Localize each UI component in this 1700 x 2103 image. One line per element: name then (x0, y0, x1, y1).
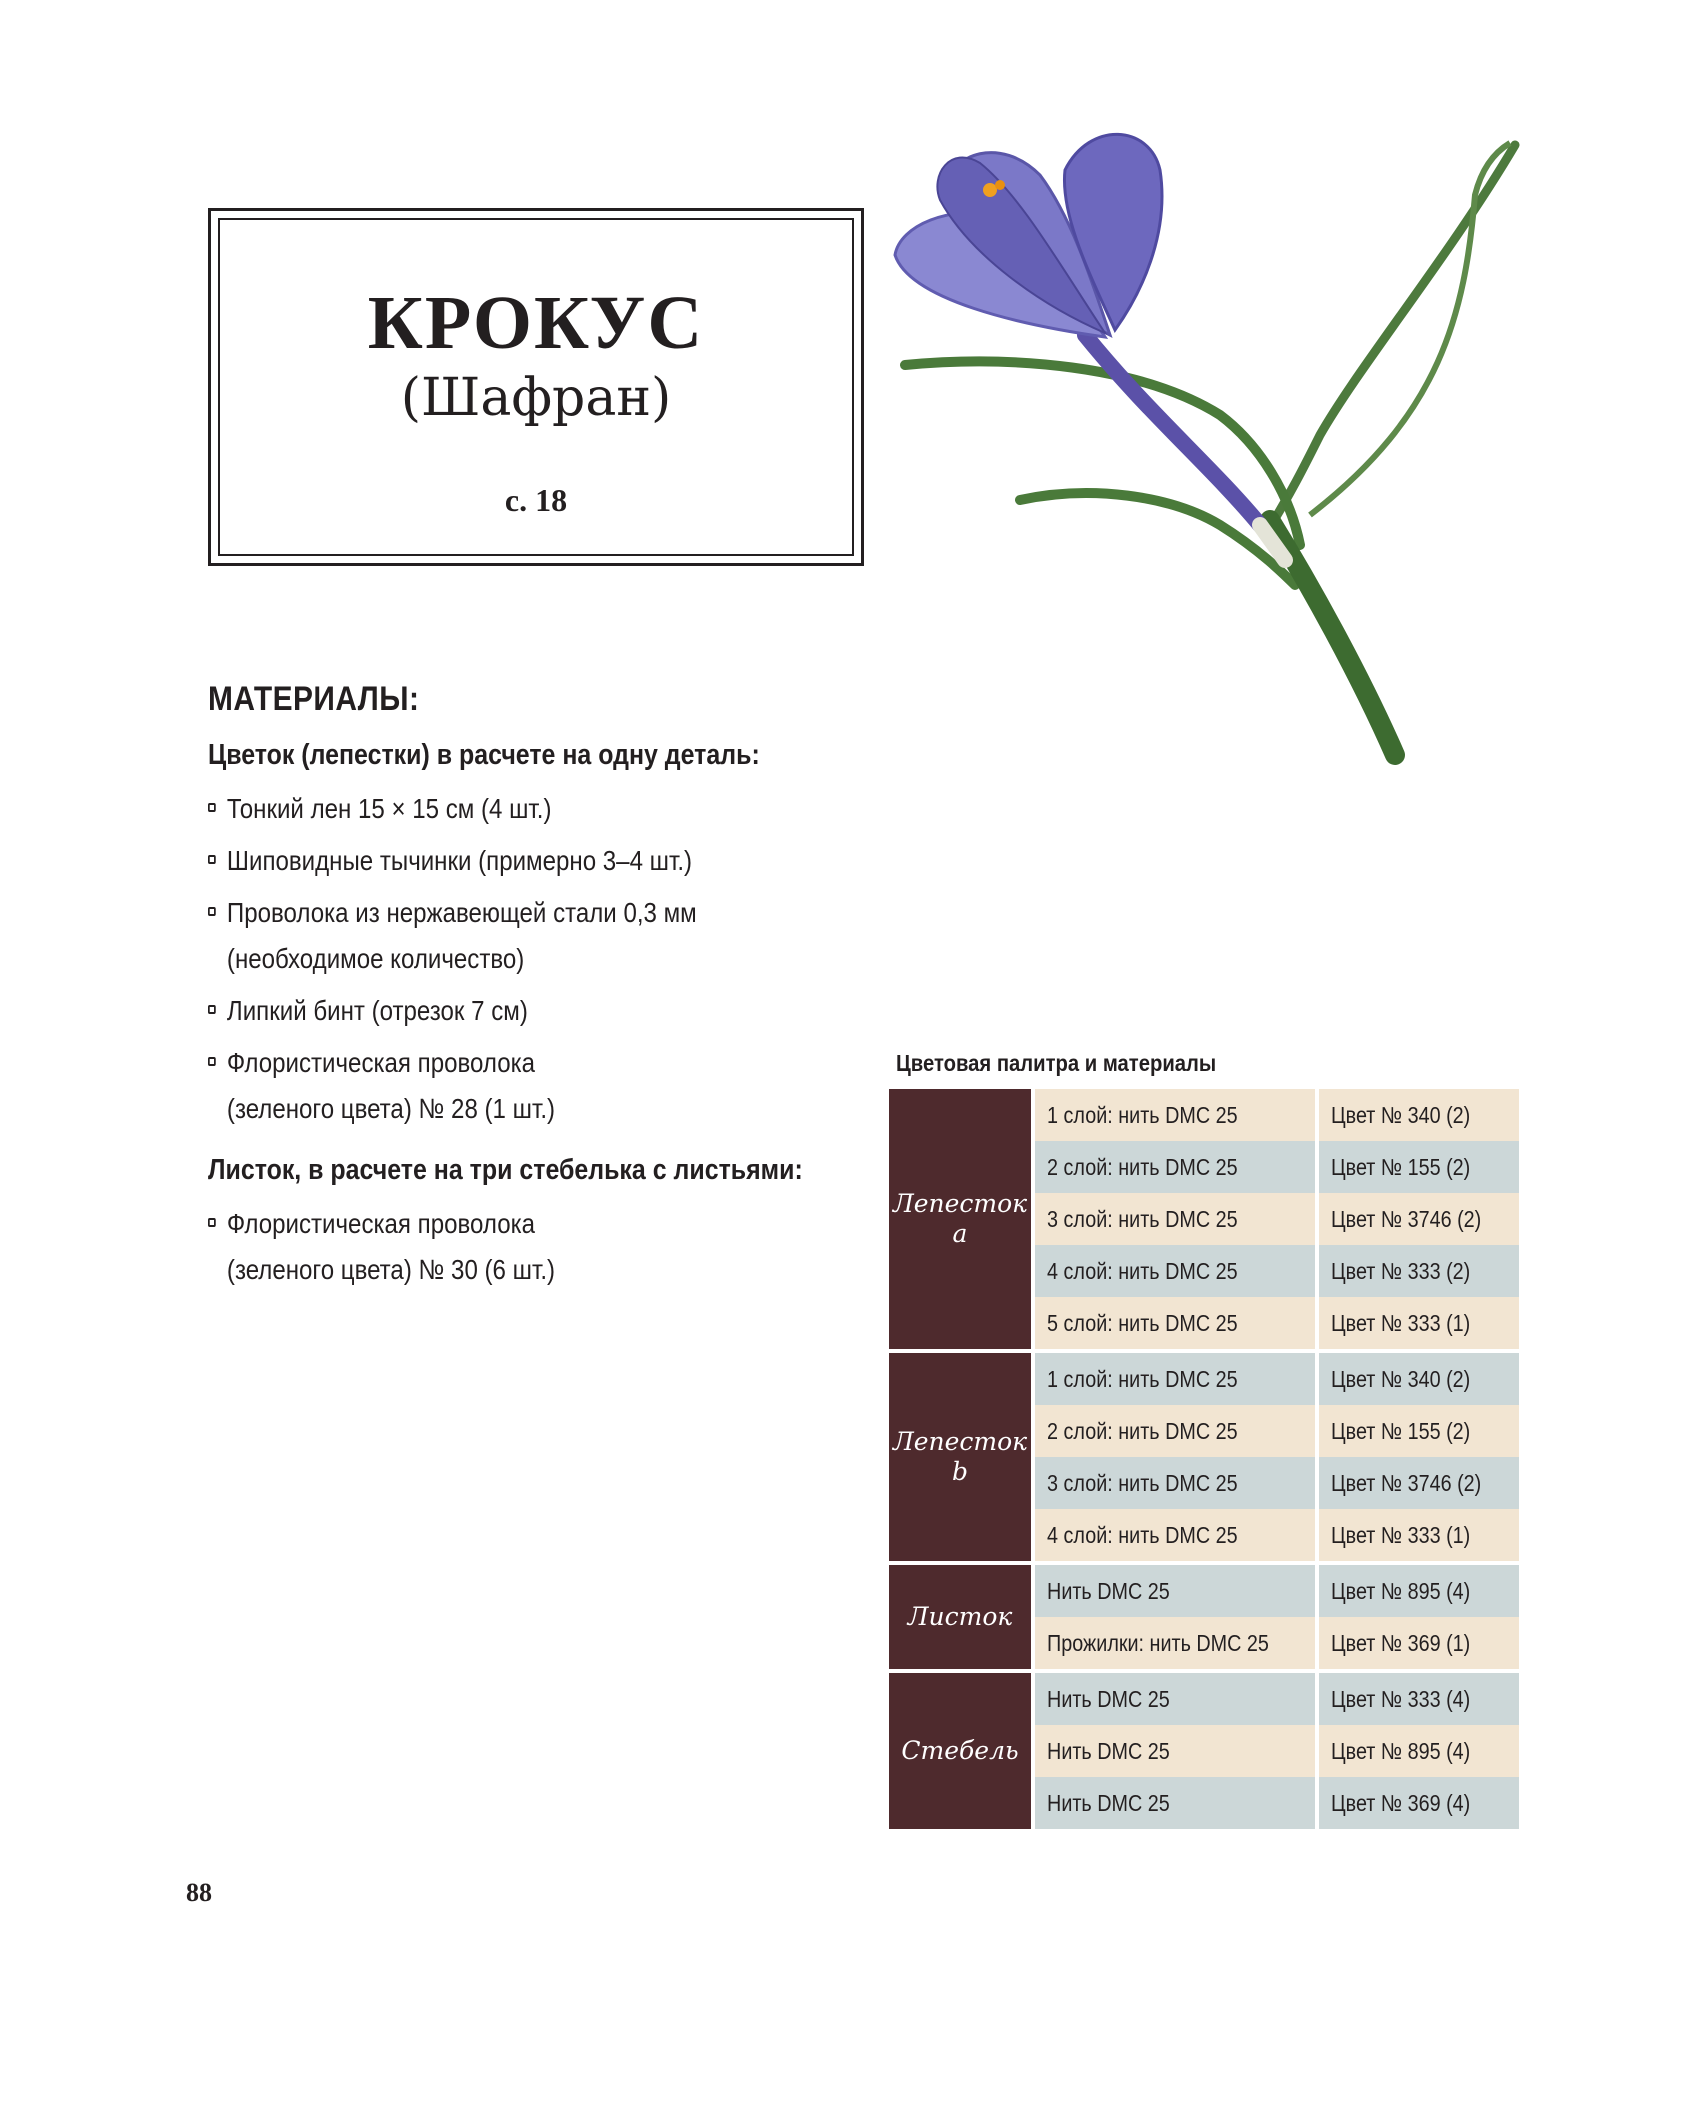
layer-cell: 1 слой: нить DMC 25 (1035, 1089, 1319, 1141)
color-cell: Цвет № 895 (4) (1319, 1561, 1519, 1617)
color-cell: Цвет № 369 (1) (1319, 1617, 1519, 1669)
color-cell: Цвет № 333 (2) (1319, 1245, 1519, 1297)
part-label-petal-a: Лепесток a (889, 1089, 1035, 1349)
page-subtitle: (Шафран) (400, 368, 672, 428)
color-cell: Цвет № 895 (4) (1319, 1725, 1519, 1777)
part-label-stem: Стебель (889, 1669, 1035, 1829)
palette-table (889, 1089, 1519, 1829)
color-cell: Цвет № 3746 (2) (1319, 1193, 1519, 1245)
layer-cell: Нить DMC 25 (1035, 1561, 1319, 1617)
color-cell: Цвет № 369 (4) (1319, 1777, 1519, 1829)
page-reference: с. 18 (504, 482, 568, 518)
palette-caption: Цветовая палитра и материалы (896, 1050, 1217, 1076)
color-cell: Цвет № 333 (1) (1319, 1297, 1519, 1349)
color-cell: Цвет № 340 (2) (1319, 1089, 1519, 1141)
materials-subtitle-flower: Цветок (лепестки) в расчете на одну деталь: (208, 739, 760, 771)
square-bullet-icon (208, 1005, 216, 1014)
title-frame-inner (218, 218, 854, 556)
layer-cell: 3 слой: нить DMC 25 (1035, 1457, 1319, 1509)
color-cell: Цвет № 155 (2) (1319, 1405, 1519, 1457)
color-cell: Цвет № 333 (1) (1319, 1509, 1519, 1561)
layer-cell: 2 слой: нить DMC 25 (1035, 1405, 1319, 1457)
page-number: 88 (186, 1878, 212, 1907)
layer-cell: 5 слой: нить DMC 25 (1035, 1297, 1319, 1349)
materials-list-leaf (208, 1201, 828, 1293)
part-label-petal-b: Лепесток b (889, 1349, 1035, 1561)
color-cell: Цвет № 3746 (2) (1319, 1457, 1519, 1509)
square-bullet-icon (208, 803, 216, 812)
layer-cell: 1 слой: нить DMC 25 (1035, 1349, 1319, 1405)
title-frame (208, 208, 864, 566)
part-label-leaf: Листок (889, 1561, 1035, 1669)
color-cell: Цвет № 340 (2) (1319, 1349, 1519, 1405)
crocus-illustration (890, 115, 1520, 775)
materials-section (208, 680, 828, 1315)
table-row (889, 1089, 1519, 1141)
list-item: Флористическая проволока (зеленого цвета) № 30 (6 шт.) (208, 1201, 741, 1293)
layer-cell: Нить DMC 25 (1035, 1725, 1319, 1777)
list-item: Липкий бинт (отрезок 7 см) (208, 988, 741, 1034)
list-item: Флористическая проволока (зеленого цвета) № 28 (1 шт.) (208, 1040, 741, 1132)
list-item: Тонкий лен 15 × 15 см (4 шт.) (208, 786, 741, 832)
materials-list-flower (208, 786, 828, 1132)
square-bullet-icon (208, 1218, 216, 1227)
layer-cell: Нить DMC 25 (1035, 1777, 1319, 1829)
color-cell: Цвет № 333 (4) (1319, 1669, 1519, 1725)
materials-subtitle-leaf: Листок, в расчете на три стебелька с листьями: (208, 1154, 803, 1186)
layer-cell: Нить DMC 25 (1035, 1669, 1319, 1725)
color-cell: Цвет № 155 (2) (1319, 1141, 1519, 1193)
square-bullet-icon (208, 855, 216, 864)
square-bullet-icon (208, 1057, 216, 1066)
layer-cell: 2 слой: нить DMC 25 (1035, 1141, 1319, 1193)
list-item: Шиповидные тычинки (примерно 3–4 шт.) (208, 838, 741, 884)
layer-cell: 3 слой: нить DMC 25 (1035, 1193, 1319, 1245)
table-row (889, 1669, 1519, 1725)
materials-heading: МАТЕРИАЛЫ: (208, 680, 420, 718)
table-row (889, 1349, 1519, 1405)
table-row (889, 1561, 1519, 1617)
square-bullet-icon (208, 907, 216, 916)
layer-cell: Прожилки: нить DMC 25 (1035, 1617, 1319, 1669)
list-item: Проволока из нержавеющей стали 0,3 мм (необходимое количество) (208, 890, 741, 982)
layer-cell: 4 слой: нить DMC 25 (1035, 1509, 1319, 1561)
layer-cell: 4 слой: нить DMC 25 (1035, 1245, 1319, 1297)
page-title: КРОКУС (367, 281, 705, 365)
